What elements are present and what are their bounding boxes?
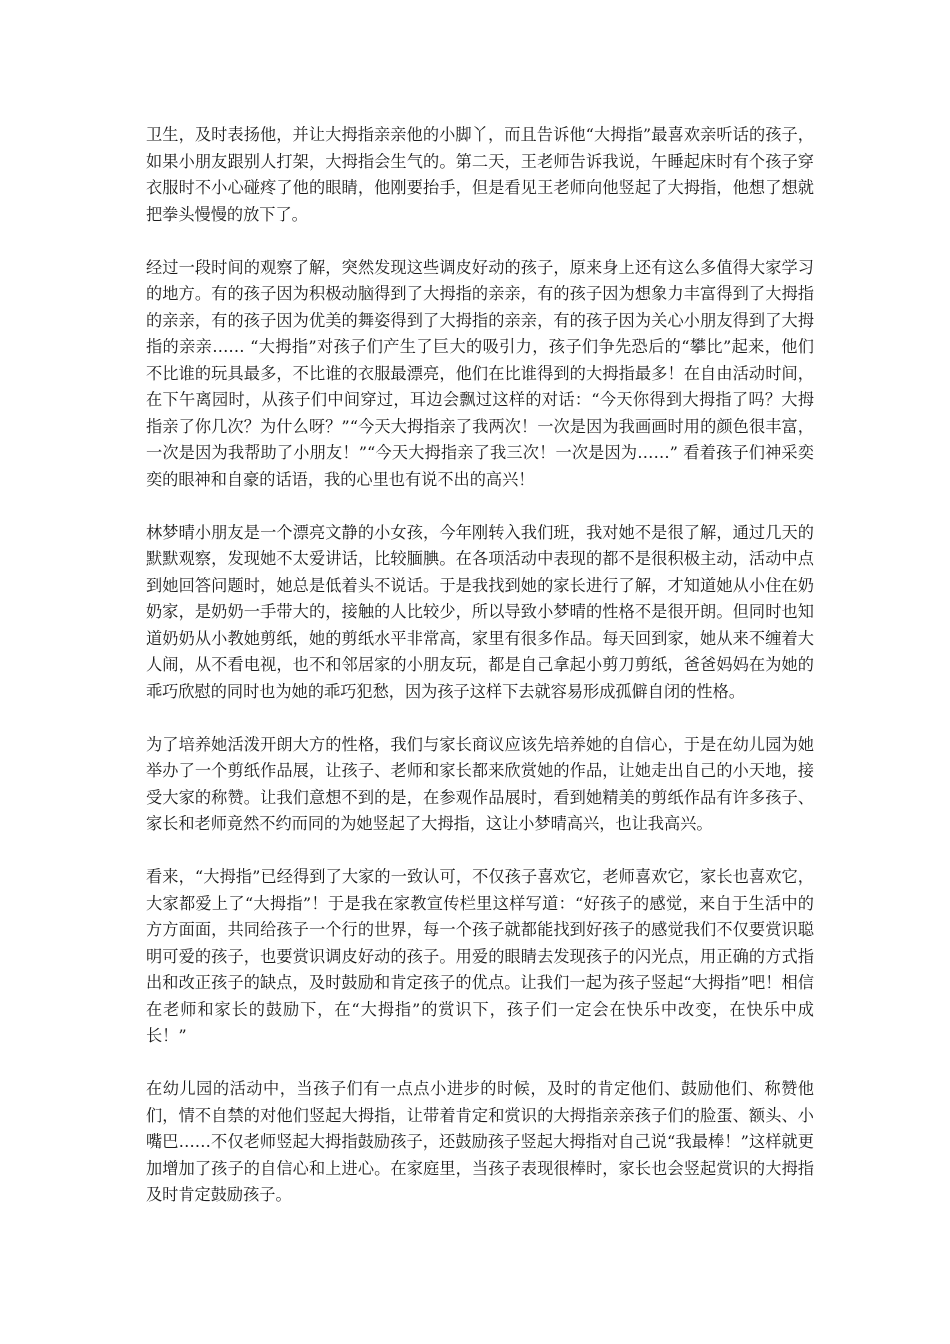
paragraph-5: 看来，“大拇指”已经得到了大家的一致认可，不仅孩子喜欢它，老师喜欢它，家长也喜欢它，大家都爱上了“大拇指”！于是我在家教宣传栏里这样写道：“好孩子的感觉，来自于生活中的方方面面，共同给孩子一个行的世界，每一个孩子就都能找到好孩子的感觉我们不仅要赏识聪明可爱的孩子，也要赏识调皮好动的孩子。用爱的眼睛去发现孩子的闪光点，用正确的方式指出和改正孩子的缺点，及时鼓励和肯定孩子的优点。让我们一起为孩子竖起“大拇指”吧！相信在老师和家长的鼓励下，在“大拇指”的赏识下，孩子们一定会在快乐中改变，在快乐中成长！”: [146, 867, 814, 1045]
paragraph-3: 林梦晴小朋友是一个漂亮文静的小女孩，今年刚转入我们班，我对她不是很了解，通过几天的默默观察，发现她不太爱讲话，比较腼腆。在各项活动中表现的都不是很积极主动，活动中点到她回答问题时，她总是低着头不说话。于是我找到她的家长进行了解，才知道她从小住在奶奶家，是奶奶一手带大的，接触的人比较少，所以导致小梦晴的性格不是很开朗。但同时也知道奶奶从小教她剪纸，她的剪纸水平非常高，家里有很多作品。每天回到家，她从来不缠着大人闹，从不看电视，也不和邻居家的小朋友玩，都是自己拿起小剪刀剪纸，爸爸妈妈在为她的乖巧欣慰的同时也为她的乖巧犯愁，因为孩子这样下去就容易形成孤僻自闭的性格。: [146, 522, 814, 701]
paragraph-4: 为了培养她活泼开朗大方的性格，我们与家长商议应该先培养她的自信心，于是在幼儿园为她举办了一个剪纸作品展，让孩子、老师和家长都来欣赏她的作品，让她走出自己的小天地，接受大家的称赞。让我们意想不到的是，在参观作品展时，看到她精美的剪纸作品有许多孩子、家长和老师竟然不约而同的为她竖起了大拇指，这让小梦晴高兴，也让我高兴。: [146, 734, 814, 833]
document-body: [146, 122, 814, 1235]
paragraph-1: 卫生，及时表扬他，并让大拇指亲亲他的小脚丫，而且告诉他“大拇指”最喜欢亲听话的孩子，如果小朋友跟别人打架，大拇指会生气的。第二天，王老师告诉我说，午睡起床时有个孩子穿衣服时不小心碰疼了他的眼睛，他刚要抬手，但是看见王老师向他竖起了大拇指，他想了想就把拳头慢慢的放下了。: [146, 125, 814, 224]
paragraph-2: 经过一段时间的观察了解，突然发现这些调皮好动的孩子，原来身上还有这么多值得大家学习的地方。有的孩子因为积极动脑得到了大拇指的亲亲，有的孩子因为想象力丰富得到了大拇指的亲亲，有的孩子因为优美的舞姿得到了大拇指的亲亲，有的孩子因为关心小朋友得到了大拇指的亲亲…… “大拇指”对孩子们产生了巨大的吸引力，孩子们争先恐后的“攀比”起来，他们不比谁的玩具最多，不比谁的衣服最漂亮，他们在比谁得到的大拇指最多！在自由活动时间，在下午离园时，从孩子们中间穿过，耳边会飘过这样的对话：“今天你得到大拇指了吗？大拇指亲了你几次？为什么呀？”“今天大拇指亲了我两次！一次是因为我画画时用的颜色很丰富，一次是因为我帮助了小朋友！”“今天大拇指亲了我三次！一次是因为……” 看着孩子们神采奕奕的眼神和自豪的话语，我的心里也有说不出的高兴！: [146, 257, 814, 489]
paragraph-6: 在幼儿园的活动中，当孩子们有一点点小进步的时候，及时的肯定他们、鼓励他们、称赞他们，情不自禁的对他们竖起大拇指，让带着肯定和赏识的大拇指亲亲孩子们的脸蛋、额头、小嘴巴……不仅老师竖起大拇指鼓励孩子，还鼓励孩子竖起大拇指对自己说“我最棒！”这样就更加增加了孩子的自信心和上进心。在家庭里，当孩子表现很棒时，家长也会竖起赏识的大拇指及时肯定鼓励孩子。: [146, 1079, 814, 1204]
